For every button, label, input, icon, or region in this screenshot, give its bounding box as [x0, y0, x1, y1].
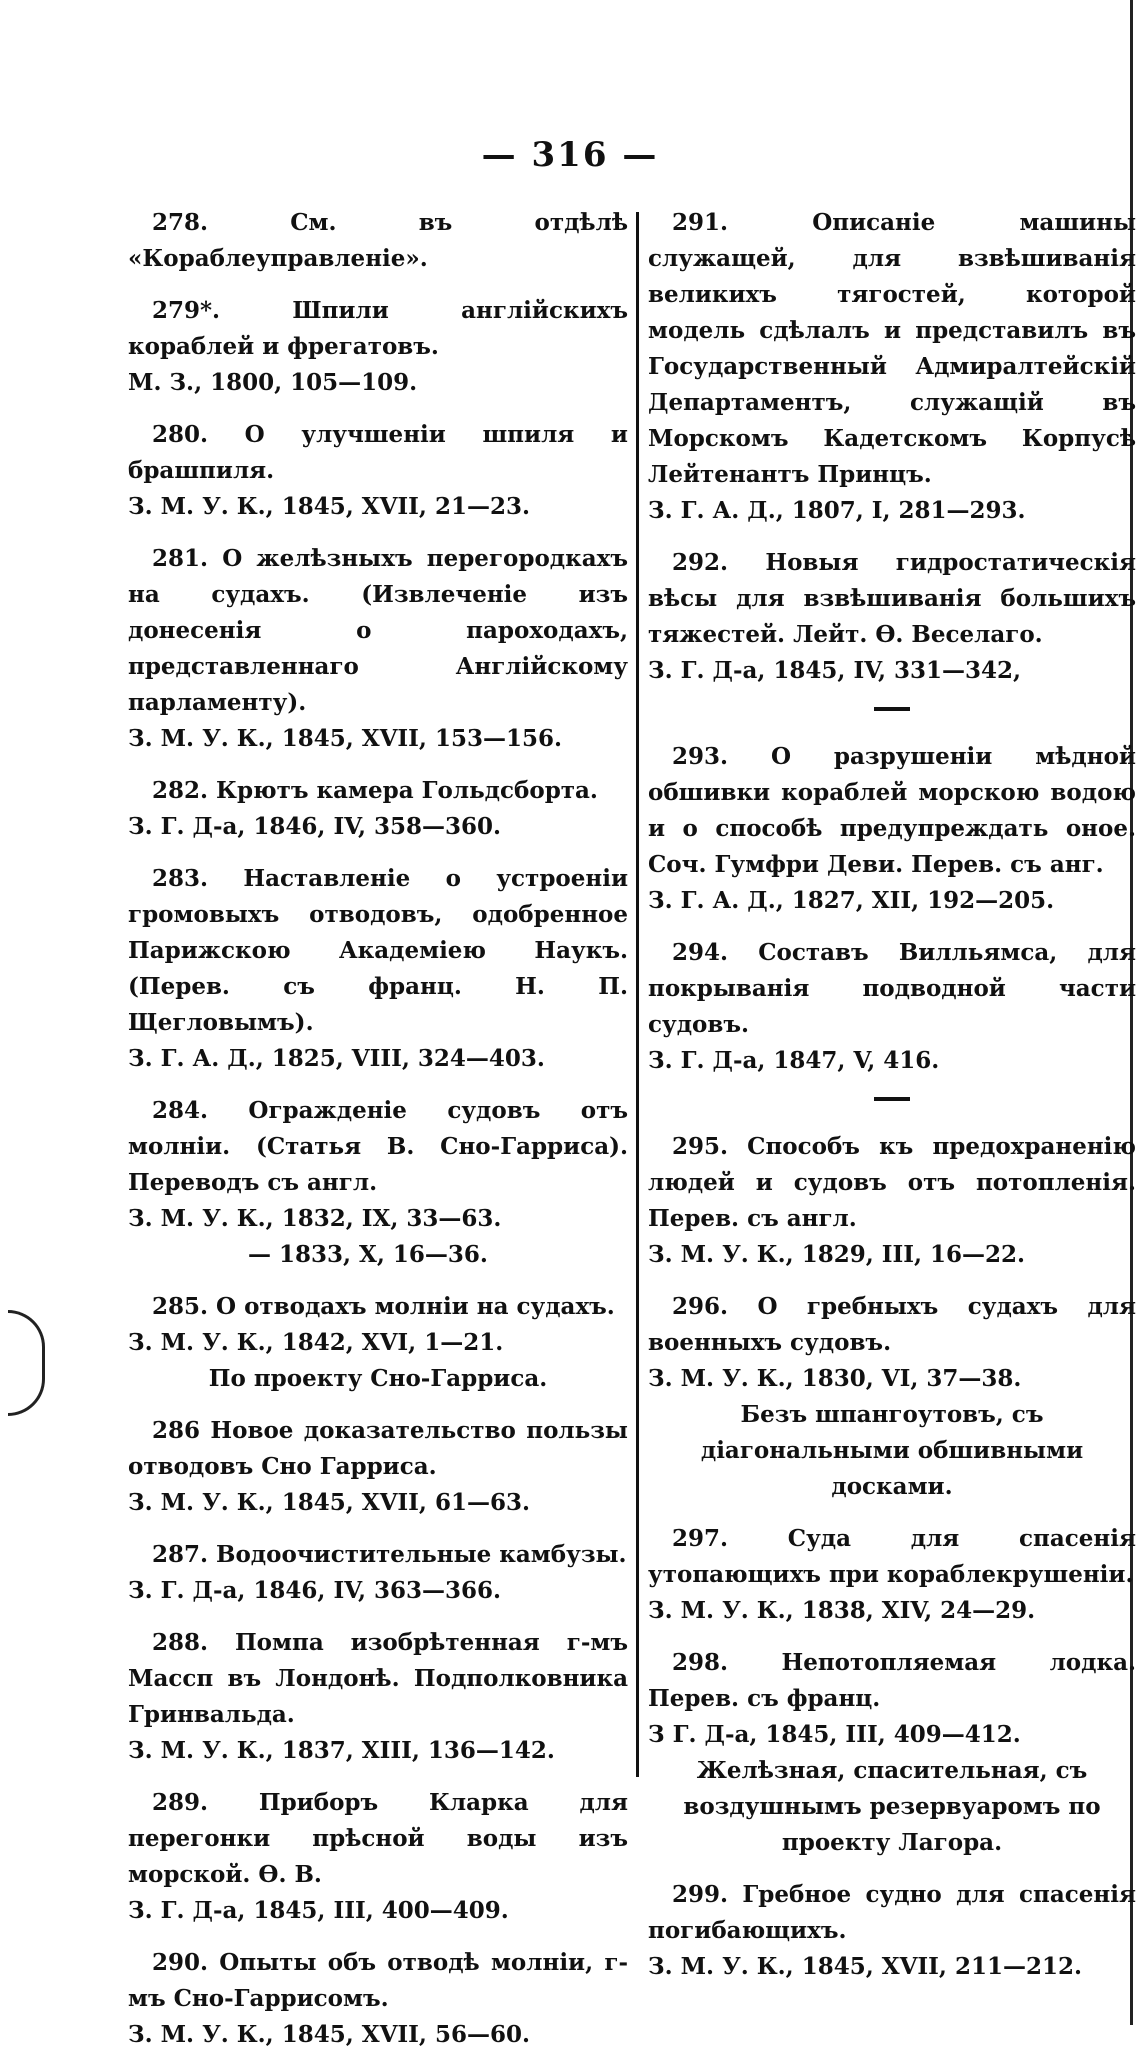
section-separator [874, 1097, 910, 1101]
section-separator [874, 707, 910, 711]
entry-title: 298. Непотопляемая лодка. Перев. съ франц. [648, 1649, 1136, 1712]
catalog-entry [648, 1877, 1136, 1985]
catalog-entry [128, 1413, 628, 1521]
entry-reference: З. Г. А. Д., 1807, I, 281—293. [648, 497, 1026, 524]
entry-reference: — 1833, X, 16—36. [248, 1241, 488, 1268]
catalog-entry [648, 739, 1136, 919]
entry-title: 285. О отводахъ молніи на судахъ. [152, 1293, 615, 1320]
catalog-entry [648, 1521, 1136, 1629]
entry-title: 282. Крютъ камера Гольдсборта. [152, 777, 598, 804]
catalog-entry [128, 1537, 628, 1609]
entry-title: 294. Составъ Вилльямса, для покрыванія подводной части судовъ. [648, 939, 1136, 1038]
catalog-entry [128, 1625, 628, 1769]
entry-reference: З. М. У. К., 1845, XVII, 211—212. [648, 1953, 1082, 1980]
entry-reference: З. Г. А. Д., 1827, XII, 192—205. [648, 887, 1055, 914]
entry-comment: По проекту Сно-Гарриса. [208, 1365, 548, 1392]
entry-title: 278. См. въ отдѣлѣ «Кораблеуправленіе». [128, 209, 628, 272]
entry-title: 281. О желѣзныхъ перегородкахъ на судахъ. (Извлеченіе изъ донесенія о пароходахъ, представленнаго Англійскому парламенту). [128, 545, 628, 716]
entry-reference: З. Г. Д-а, 1847, V, 416. [648, 1047, 940, 1074]
library-stamp [8, 1310, 45, 1416]
entry-reference: З. Г. Д-а, 1846, IV, 358—360. [128, 813, 502, 840]
entry-comment: Желѣзная, спасительная, съ воздушнымъ резервуаромъ по проекту Лагора. [683, 1757, 1101, 1856]
entry-title: 284. Огражденіе судовъ отъ молніи. (Статья В. Сно-Гарриса). Переводъ съ англ. [128, 1097, 628, 1196]
left-column [128, 205, 628, 2069]
entry-reference: З. М. У. К., 1845, XVII, 153—156. [128, 725, 562, 752]
column-divider [636, 212, 639, 1777]
catalog-entry [128, 293, 628, 401]
entry-title: 286 Новое доказательство пользы отводовъ Сно Гарриса. [128, 1417, 628, 1480]
entry-comment: Безъ шпангоутовъ, съ діагональными обшивными досками. [700, 1401, 1084, 1500]
catalog-entry [648, 205, 1136, 529]
entry-title: 283. Наставленіе о устроеніи громовыхъ отводовъ, одобренное Парижскою Академіею Наукъ. (Перев. съ франц. Н. П. Щегловымъ). [128, 865, 628, 1036]
catalog-entry [128, 1093, 628, 1273]
catalog-entry [128, 205, 628, 277]
catalog-entry [128, 1785, 628, 1929]
catalog-entry [648, 1645, 1136, 1861]
entry-title: 296. О гребныхъ судахъ для военныхъ судовъ. [648, 1293, 1136, 1356]
page-number: — 316 — [481, 135, 659, 175]
right-column [648, 205, 1136, 2001]
entry-reference: З. М. У. К., 1832, IX, 33—63. [128, 1205, 502, 1232]
entry-reference: З. М. У. К., 1838, XIV, 24—29. [648, 1597, 1036, 1624]
entry-reference: З. Г. Д-а, 1846, IV, 363—366. [128, 1577, 502, 1604]
entry-reference: З. М. У. К., 1842, XVI, 1—21. [128, 1329, 504, 1356]
entry-reference: З. Г. Д-а, 1845, IV, 331—342, [648, 657, 1022, 684]
entry-reference: З. М. У. К., 1830, VI, 37—38. [648, 1365, 1022, 1392]
catalog-entry [128, 1945, 628, 2053]
entry-reference: З. М. У. К., 1837, XIII, 136—142. [128, 1737, 555, 1764]
catalog-entry [128, 861, 628, 1077]
entry-title: 293. О разрушеніи мѣдной обшивки кораблей морскою водою и о способѣ предупреждать оное. Соч. Гумфри Деви. Перев. съ анг. [648, 743, 1136, 878]
entry-reference: З. Г. А. Д., 1825, VIII, 324—403. [128, 1045, 545, 1072]
catalog-entry [648, 935, 1136, 1079]
entry-reference: З. М. У. К., 1829, III, 16—22. [648, 1241, 1026, 1268]
entry-reference: З. Г. Д-а, 1845, III, 400—409. [128, 1897, 509, 1924]
entry-title: 297. Суда для спасенія утопающихъ при кораблекрушеніи. [648, 1525, 1136, 1588]
entry-reference: З. М. У. К., 1845, XVII, 56—60. [128, 2021, 530, 2048]
catalog-entry [648, 1289, 1136, 1505]
entry-title: 290. Опыты объ отводѣ молніи, г-мъ Сно-Гаррисомъ. [128, 1949, 628, 2012]
entry-title: 287. Водоочистительные камбузы. [152, 1541, 627, 1568]
entry-title: 292. Новыя гидростатическія вѣсы для взвѣшиванія большихъ тяжестей. Лейт. Ѳ. Веселаго. [648, 549, 1136, 648]
catalog-entry [128, 773, 628, 845]
entry-title: 288. Помпа изобрѣтенная г-мъ Массп въ Лондонѣ. Подполковника Гринвальда. [128, 1629, 628, 1728]
entry-title: 299. Гребное судно для спасенія погибающихъ. [648, 1881, 1136, 1944]
catalog-entry [648, 1129, 1136, 1273]
entry-title: 279*. Шпили англійскихъ кораблей и фрегатовъ. [128, 297, 628, 360]
entry-title: 295. Способъ къ предохраненію людей и судовъ отъ потопленія. Перев. съ англ. [648, 1133, 1136, 1232]
catalog-entry [128, 1289, 628, 1397]
entry-reference: З. М. У. К., 1845, XVII, 21—23. [128, 493, 530, 520]
catalog-entry [648, 545, 1136, 689]
catalog-entry [128, 541, 628, 757]
entry-title: 291. Описаніе машины служащей, для взвѣшиванія великихъ тягостей, которой модель сдѣлалъ и представилъ въ Государственный Адмиралтейскій Департаментъ, служащій въ Морскомъ Кадетскомъ Корпусѣ Лейтенантъ Принцъ. [648, 209, 1136, 488]
entry-reference: М. З., 1800, 105—109. [128, 369, 418, 396]
entry-title: 289. Приборъ Кларка для перегонки прѣсной воды изъ морской. Ѳ. В. [128, 1789, 628, 1888]
catalog-entry [128, 417, 628, 525]
entry-reference: З Г. Д-а, 1845, III, 409—412. [648, 1721, 1021, 1748]
entry-reference: З. М. У. К., 1845, XVII, 61—63. [128, 1489, 530, 1516]
entry-title: 280. О улучшеніи шпиля и брашпиля. [128, 421, 628, 484]
